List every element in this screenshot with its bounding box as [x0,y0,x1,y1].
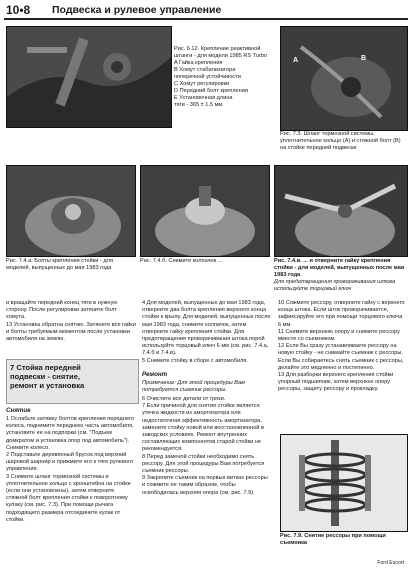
figure-7-4c-note: Для предотвращения проворачивания штока используйте торцовый ключ [274,279,396,292]
column-3-top-text: 10 Сожмите рессору, отверните гайку с верхнего конца штока. Если шток проворачивается, зафиксируйте его при помощи торцового ключа 6 мм. 11 Снимите верхнюю опору и снимите рессору вместе со съемником. 12 Если Вы сразу устанавливаете рессору на новую стойку - не снимайте съемник с рессоры. Если Вы собираетесь снять съемник с рессоры, делайте это медленно и постепенно. 13 Для разборки верхнего крепления стойки упорный подшипник, затем верхнюю опору рессоры, защиту рессору и прокладку. [278,300,405,393]
repair-note: Примечание: Для этой процедуры Вам потребуется съемник рессоры. [142,380,245,394]
figure-7-3-caption: Рис. 7.3. Шланг тормозной системы, уплотнительное кольцо (A) и стяжной болт (B) на стойке передней подвески [280,131,401,151]
figure-7-4b-caption: Рис. 7.4.б. Снимите колпачок ... [140,258,223,264]
figure-7-3-label-a: A [293,57,299,64]
figure-6-12-caption: Рис. 6.12. Крепление реактивной штанги - для модели 1985 RS Turbo A Гайка крепления B Хомут стабилизатора поперечной устойчивости C Хомут регулировки D Передний болт крепления E Установочная длина тяги - 365 ± 1.5 мм [174,46,268,108]
figure-7-4b-photo [140,165,270,257]
figure-7-3-label-b: B [361,55,367,62]
repair-subheading: Ремонт [142,371,168,378]
figure-6-12-photo [6,26,172,128]
section-7-heading: 7 Стойка передней подвески - снятие, ремонт и установка [10,363,85,390]
figure-7-4a-photo [6,165,136,257]
figure-7-4c-caption: Рис. 7.4.в. ... и отверните гайку крепления стойки - для моделей, выпущенных после мая 1983 года [274,258,405,278]
footer-brand: Ford Escort [377,560,404,566]
header-rule [4,18,408,20]
column-1-bottom-text: 1 Ослабьте затяжку болтов крепления переднего колеса, поднимите переднюю часть автомобиля, установите ее на подпорки (см. "Подъем домкратом и установка опор под автомобиль"). Снимите колесо. 2 Подставьте деревянный брусок под верхний шаровой шарнир и прижмите его к тяге рулевого управления. 3 Снимите шланг тормозной системы и уплотнительное кольцо с кронштейна на стойке (если они установлены), затем отверните стяжной болт крепления стойки к поворотному кулаку (см. рис. 7.3). При помощи рычага подходящего размера отсоедините кулак от стойки. [6,416,134,523]
figure-7-4c-photo [274,165,408,257]
figure-7-3-photo [280,26,408,131]
removal-subheading: Снятие [6,407,31,414]
figure-7-9-photo [280,434,408,532]
chapter-title: Подвеска и рулевое управление [52,4,222,16]
figure-7-4a-caption: Рис. 7.4.а. Болты крепления стойки - для моделей, выпущенных до мая 1983 года [6,258,113,271]
column-2-top-text: 4 Для моделей, выпущенных до мая 1983 года, отверните два болта крепления верхнего конца стойки к крылу. Для моделей, выпущенных после мая 1983 года, снимите колпачок, затем отверните гайку крепления стойки. Для предотвращения проворачивания штока порой используйте торцовый ключ 6 мм (см. рис. 7.4.а, 7.4.б и 7.4.в). 5 Снимите стойку в сборе с автомобиля. [142,300,271,364]
column-2-bottom-text: 6 Очистите все детали от грязи. 7 Если причиной для снятия стойки является утечка жидкости из амортизатора или недостаточная эффективность амортизатора, замените стойку новой или восстановленной в заводских условиях. Ремонт внутренних составляющих компонентов старой стойки не рекомендуется. 8 Перед заменой стойки необходимо снять рессору. Для этой процедуры Вам потребуется съемник рессоры. 9 Закрепите съемник на первых витках рессоры и сожмите ее таким образом, чтобы освободилась верхняя опора (см. рис. 7.9). [142,396,268,496]
column-1-top-text: и вращайте передний конец тяги в нужную сторону. После регулировки затяните болт хомута. 13 Установка обратна снятию. Затяните все гайки и болты требуемым моментом после установки автомобиля на землю. [6,300,136,343]
page-number: 10•8 [6,3,31,17]
figure-7-9-caption: Рис. 7.9. Снятие рессоры при помощи съемника [280,533,386,546]
